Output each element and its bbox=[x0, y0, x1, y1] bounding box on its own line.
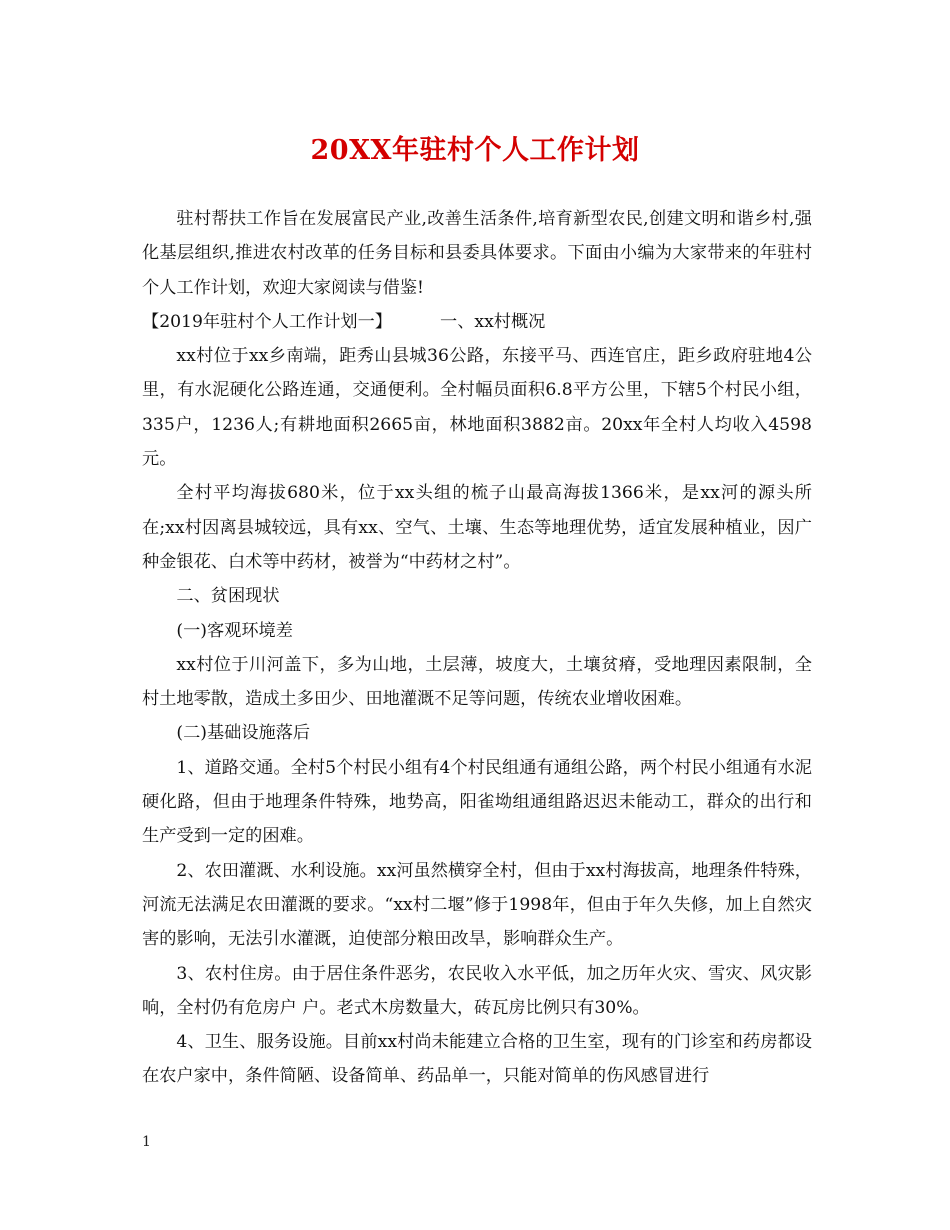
section2-heading: 二、贫困现状 bbox=[176, 586, 280, 607]
document-title: 20XX年驻村个人工作计划 bbox=[310, 135, 640, 166]
irrigation-paragraph: 2、农田灌溉、水利设施。xx河虽然横穿全村，但由于xx村海拔高，地理条件特殊，河流无法满足农田灌溉的要求。“xx村二堰”修于1998年，但由于年久失修，加上自然灾害的影响，无法引水灌溉，迫使部分粮田改旱，影响群众生产。 bbox=[142, 860, 812, 950]
document-body bbox=[142, 202, 812, 1094]
plan-heading-line bbox=[142, 305, 812, 339]
altitude-paragraph: 全村平均海拔680米，位于xx头组的梳子山最高海拔1366米，是xx河的源头所在;xx村因离县城较远，具有xx、空气、土壤、生态等地理优势，适宜发展种植业，因广种金银花、白术等中药材，被誉为“中药材之村”。 bbox=[142, 483, 812, 572]
housing-paragraph: 3、农村住房。由于居住条件恶劣，农民收入水平低，加之历年火灾、雪灾、风灾影响，全村仍有危房户 户。老式木房数量大，砖瓦房比例只有30%。 bbox=[142, 963, 812, 1018]
health-paragraph: 4、卫生、服务设施。目前xx村尚未能建立合格的卫生室，现有的门诊室和药房都设在农户家中，条件简陋、设备简单、药品单一，只能对简单的伤风感冒进行 bbox=[142, 1032, 812, 1087]
subsection2-heading: (二)基础设施落后 bbox=[176, 723, 311, 744]
section1-heading: 一、xx村概况 bbox=[440, 311, 546, 332]
road-paragraph: 1、道路交通。全村5个村民小组有4个村民组通有通组公路，两个村民小组通有水泥硬化路，但由于地理条件特殊，地势高，阳雀坳组通组路迟迟未能动工，群众的出行和生产受到一定的困难。 bbox=[142, 757, 812, 847]
plan-heading: 【2019年驻村个人工作计划一】 bbox=[142, 311, 392, 332]
environment-paragraph: xx村位于川河盖下，多为山地，土层薄，坡度大，土壤贫瘠，受地理因素限制，全村土地零散，造成土多田少、田地灌溉不足等问题，传统农业增收困难。 bbox=[142, 654, 812, 710]
subsection1-heading: (一)客观环境差 bbox=[176, 620, 293, 641]
page-number: 1 bbox=[142, 1134, 151, 1150]
location-paragraph: xx村位于xx乡南端，距秀山县城36公路，东接平马、西连官庄，距乡政府驻地4公里，有水泥硬化公路连通，交通便利。全村幅员面积6.8平方公里，下辖5个村民小组，335户，1236人;有耕地面积2665亩，林地面积3882亩。20xx年全村人均收入4598元。 bbox=[142, 346, 812, 470]
intro-paragraph: 驻村帮扶工作旨在发展富民产业,改善生活条件,培育新型农民,创建文明和谐乡村,强化基层组织,推进农村改革的任务目标和县委具体要求。下面由小编为大家带来的年驻村个人工作计划，欢迎大家阅读与借鉴! bbox=[142, 209, 812, 298]
